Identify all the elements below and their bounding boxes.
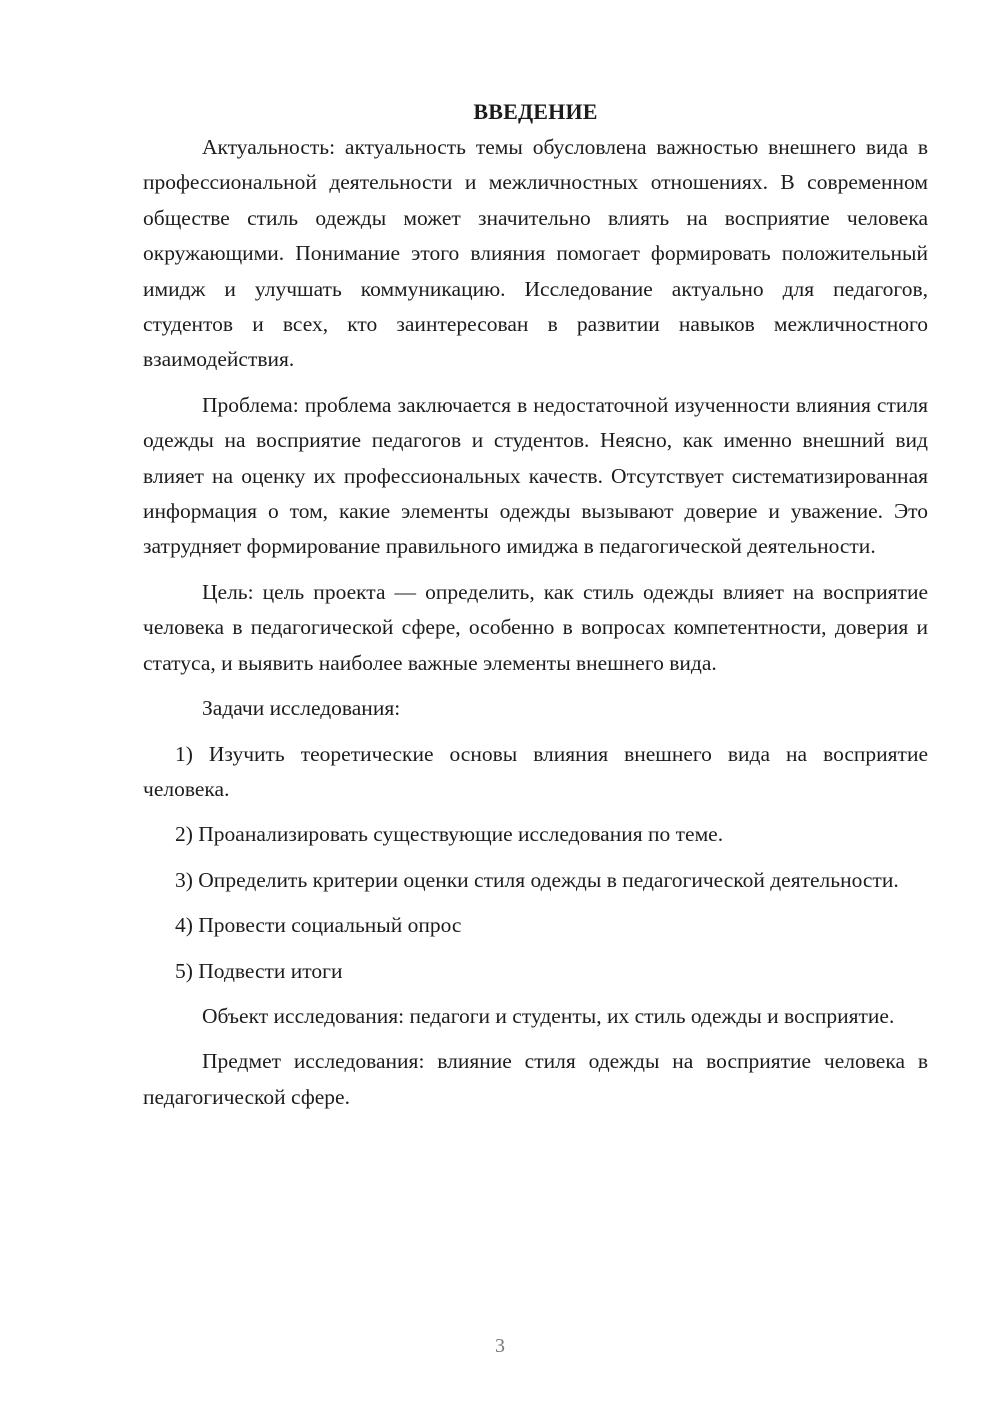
page-content — [143, 94, 928, 1125]
research-subject-paragraph: Предмет исследования: влияние стиля одежды на восприятие человека в педагогической сфере. — [143, 1049, 928, 1109]
section-title: ВВЕДЕНИЕ — [473, 99, 598, 124]
task-item-3: 3) Определить критерии оценки стиля одежды в педагогической деятельности. — [175, 867, 899, 892]
task-item-1: 1) Изучить теоретические основы влияния внешнего вида на восприятие человека. — [143, 741, 928, 801]
task-item-5: 5) Подвести итоги — [175, 958, 343, 983]
page-number: 3 — [495, 1335, 505, 1357]
task-item-4: 4) Провести социальный опрос — [175, 913, 462, 938]
goal-paragraph: Цель: цель проекта — определить, как стиль одежды влияет на восприятие человека в педагогической сфере, особенно в вопросах компетентности, доверия и статуса, и выявить наиболее важные элементы внешнего вида. — [143, 579, 928, 675]
tasks-heading: Задачи исследования: — [202, 696, 401, 721]
research-object-paragraph: Объект исследования: педагоги и студенты, их стиль одежды и восприятие. — [202, 1003, 895, 1028]
relevance-paragraph: Актуальность: актуальность темы обусловлена важностью внешнего вида в профессиональной деятельности и межличностных отношениях. В современном обществе стиль одежды может значительно влиять на восприятие человека окружающими. Понимание этого влияния помогает формировать положительный имидж и улучшать коммуникацию. Исследование актуально для педагогов, студентов и всех, кто заинтересован в развитии навыков межличностного взаимодействия. — [143, 135, 928, 372]
task-item-2: 2) Проанализировать существующие исследования по теме. — [175, 822, 724, 847]
problem-paragraph: Проблема: проблема заключается в недостаточной изученности влияния стиля одежды на восприятие педагогов и студентов. Неясно, как именно внешний вид влияет на оценку их профессиональных качеств. Отсутствует систематизированная информация о том, какие элементы одежды вызывают доверие и уважение. Это затрудняет формирование правильного имиджа в педагогической деятельности. — [143, 392, 928, 559]
